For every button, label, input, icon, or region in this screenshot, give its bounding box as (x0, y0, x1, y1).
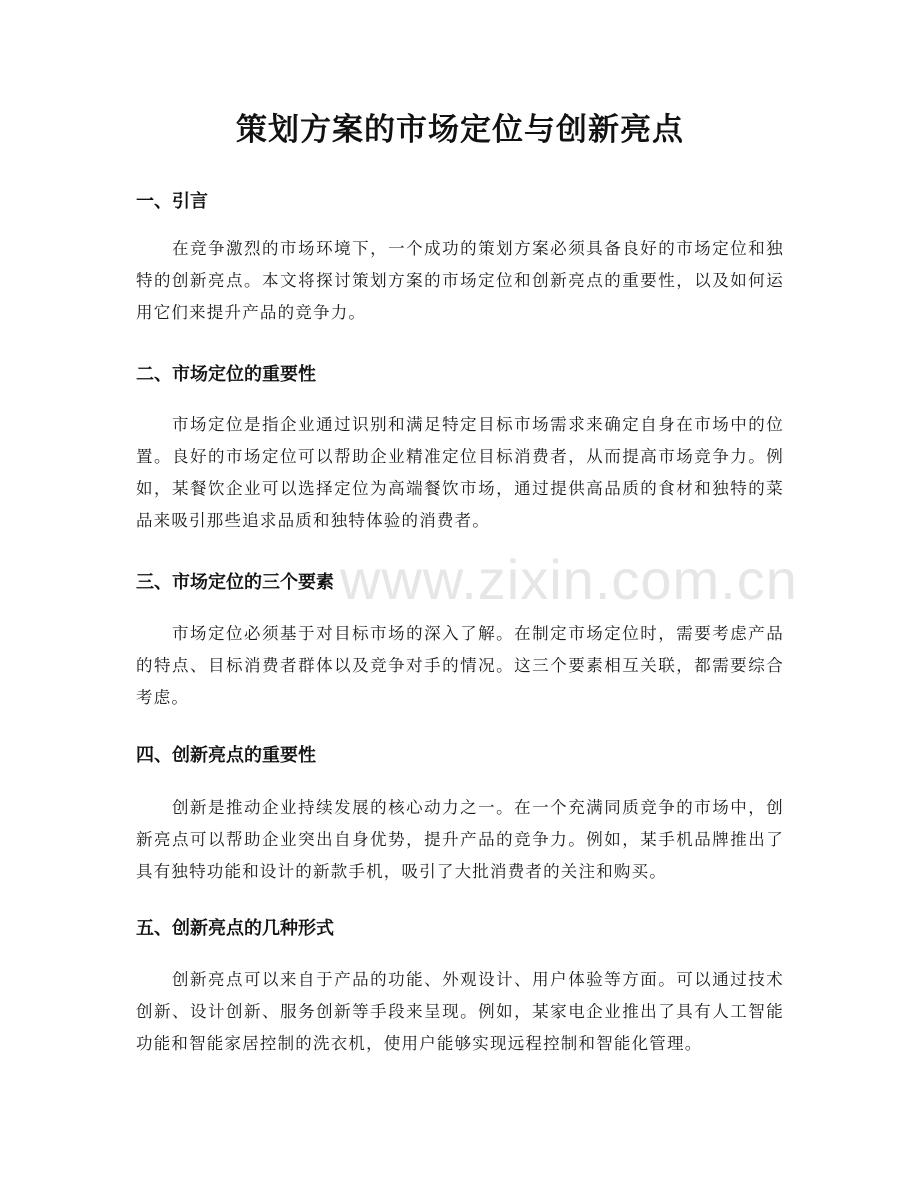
section-paragraph-innovation-importance: 创新是推动企业持续发展的核心动力之一。在一个充满同质竞争的市场中，创新亮点可以帮助企业突出自身优势，提升产品的竞争力。例如，某手机品牌推出了具有独特功能和设计的新款手机，吸引了大批消费者的关注和购买。 (136, 798, 784, 881)
section-heading-innovation-importance: 四、创新亮点的重要性 (136, 745, 316, 766)
section-heading-innovation-forms: 五、创新亮点的几种形式 (136, 918, 334, 939)
section-heading-positioning-elements: 三、市场定位的三个要素 (136, 572, 334, 593)
section-paragraph-positioning-elements: 市场定位必须基于对目标市场的深入了解。在制定市场定位时，需要考虑产品的特点、目标消费者群体以及竞争对手的情况。这三个要素相互关联，都需要综合考虑。 (136, 624, 784, 707)
section-paragraph-intro: 在竞争激烈的市场环境下，一个成功的策划方案必须具备良好的市场定位和独特的创新亮点。本文将探讨策划方案的市场定位和创新亮点的重要性，以及如何运用它们来提升产品的竞争力。 (136, 239, 784, 322)
watermark: www.zixin.com.cn (340, 548, 798, 611)
section-heading-positioning-importance: 二、市场定位的重要性 (136, 364, 316, 385)
section-paragraph-positioning-importance: 市场定位是指企业通过识别和满足特定目标市场需求来确定自身在市场中的位置。良好的市场定位可以帮助企业精准定位目标消费者，从而提高市场竞争力。例如，某餐饮企业可以选择定位为高端餐饮市场，通过提供高品质的食材和独特的菜品来吸引那些追求品质和独特体验的消费者。 (136, 415, 784, 530)
section-heading-intro: 一、引言 (136, 191, 208, 212)
section-paragraph-innovation-forms: 创新亮点可以来自于产品的功能、外观设计、用户体验等方面。可以通过技术创新、设计创新、服务创新等手段来呈现。例如，某家电企业推出了具有人工智能功能和智能家居控制的洗衣机，使用户能够实现远程控制和智能化管理。 (136, 970, 784, 1053)
page-title: 策划方案的市场定位与创新亮点 (236, 112, 684, 148)
